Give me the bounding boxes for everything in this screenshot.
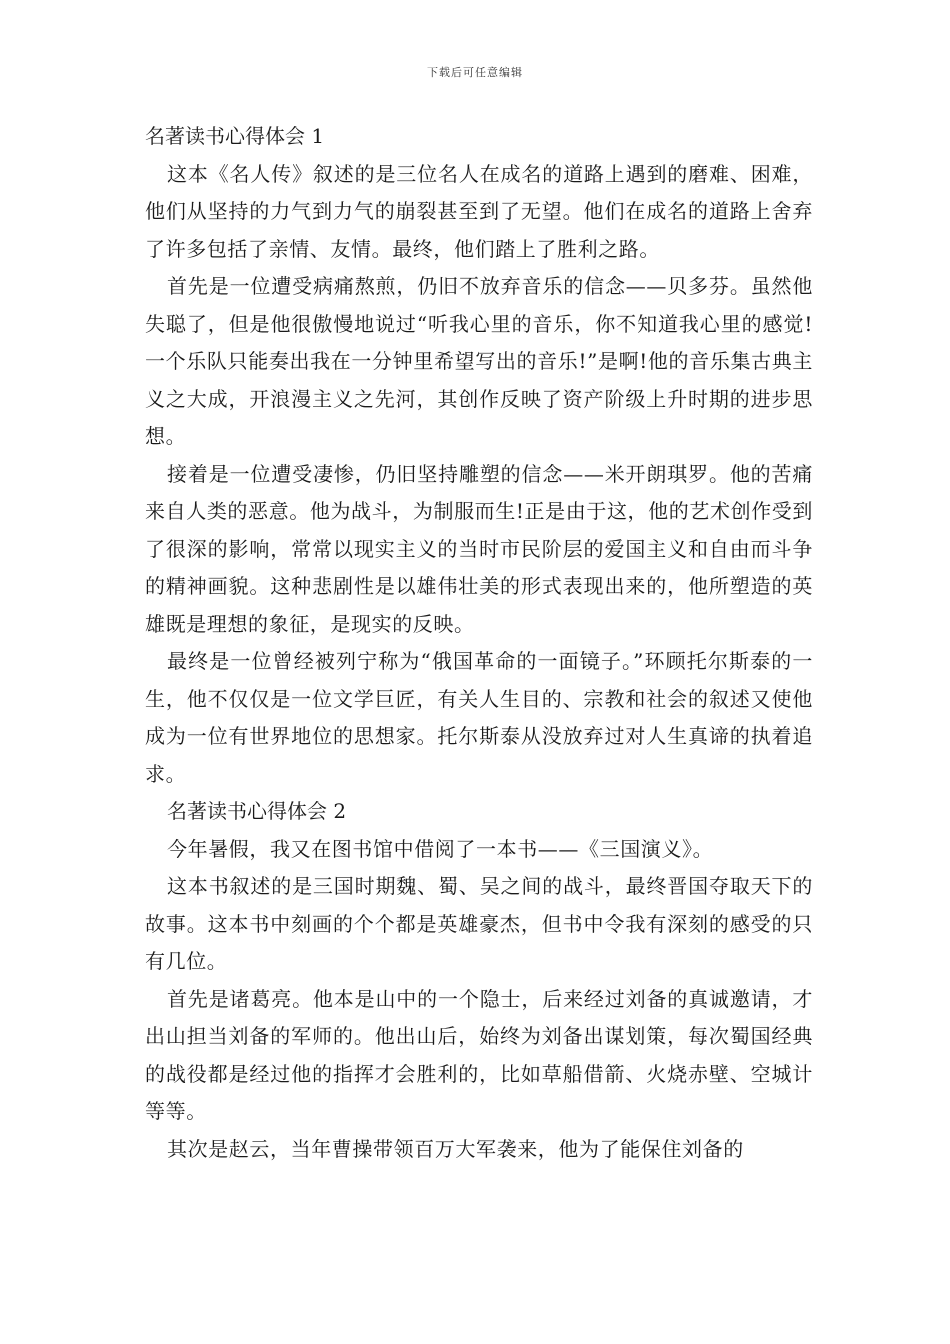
section-1-title: 名著读书心得体会 1 <box>145 124 325 148</box>
page-header-note: 下载后可任意编辑 <box>427 66 523 79</box>
section-1 <box>145 118 813 793</box>
section-2-paragraph-4: 其次是赵云，当年曹操带领百万大军袭来，他为了能保住刘备的 <box>167 1136 744 1161</box>
section-1-paragraph-3: 接着是一位遭受凄惨，仍旧坚持雕塑的信念——米开朗琪罗。他的苦痛来自人类的恶意。他为战斗，为制服而生!正是由于这，他的艺术创作受到了很深的影响，常常以现实主义的当时市民阶层的爱国主义和自由而斗争的精神画貌。这种悲剧性是以雄伟壮美的形式表现出来的，他所塑造的英雄既是理想的象征，是现实的反映。 <box>145 461 813 636</box>
section-2-title: 名著读书心得体会 2 <box>167 799 347 823</box>
document-body <box>145 118 813 1168</box>
section-1-paragraph-4: 最终是一位曾经被列宁称为“俄国革命的一面镜子。”环顾托尔斯泰的一生，他不仅仅是一位文学巨匠，有关人生目的、宗教和社会的叙述又使他成为一位有世界地位的思想家。托尔斯泰从没放弃过对人生真谛的执着追求。 <box>145 649 813 786</box>
section-2-paragraph-3: 首先是诸葛亮。他本是山中的一个隐士，后来经过刘备的真诚邀请，才出山担当刘备的军师的。他出山后，始终为刘备出谋划策，每次蜀国经典的战役都是经过他的指挥才会胜利的，比如草船借箭、火烧赤壁、空城计等等。 <box>145 986 813 1123</box>
section-1-paragraph-1: 这本《名人传》叙述的是三位名人在成名的道路上遇到的磨难、困难，他们从坚持的力气到力气的崩裂甚至到了无望。他们在成名的道路上舍弃了许多包括了亲情、友情。最终，他们踏上了胜利之路。 <box>145 161 813 261</box>
section-2-paragraph-1: 今年暑假，我又在图书馆中借阅了一本书——《三国演义》。 <box>167 836 714 861</box>
section-2 <box>145 793 813 1168</box>
section-1-paragraph-2: 首先是一位遭受病痛熬煎，仍旧不放弃音乐的信念——贝多芬。虽然他失聪了，但是他很傲慢地说过“听我心里的音乐，你不知道我心里的感觉!一个乐队只能奏出我在一分钟里希望写出的音乐!”是啊!他的音乐集古典主义之大成，开浪漫主义之先河，其创作反映了资产阶级上升时期的进步思想。 <box>145 274 813 448</box>
section-2-paragraph-2: 这本书叙述的是三国时期魏、蜀、吴之间的战斗，最终晋国夺取天下的故事。这本书中刻画的个个都是英雄豪杰，但书中令我有深刻的感受的只有几位。 <box>145 874 813 973</box>
